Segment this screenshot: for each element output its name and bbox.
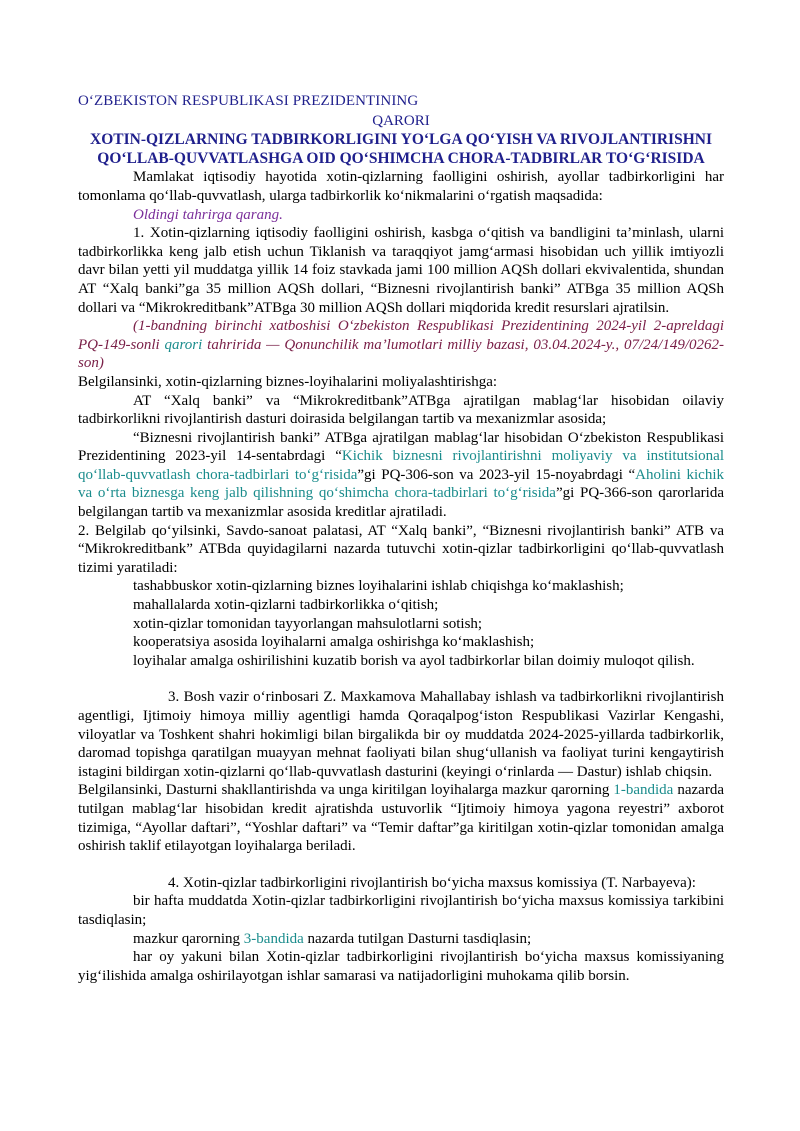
text-span: ”gi PQ-366-son qarorlarida belgilangan tartib va mexanizmlar asosida kreditlar ajratiladi. xyxy=(78,485,724,521)
spacer xyxy=(78,856,724,874)
list-item: bir hafta muddatda Xotin-qizlar tadbirkorligini rivojlantirish bo‘yicha maxsus komissiya tarkibini tasdiqlasin; xyxy=(78,893,724,928)
text-span: Belgilansinki, Dasturni shakllantirishda va unga kiritilgan loyihalarga mazkur qarorning xyxy=(78,782,614,799)
document-title: XOTIN-QIZLARNING TADBIRKORLIGINI YO‘LGA QO‘YISH VA RIVOJLANTIRISHNI QO‘LLAB-QUVVATLASHGA OID QO‘SHIMCHA CHORA-TADBIRLAR TO‘G‘RISIDA xyxy=(90,131,712,167)
decree-document xyxy=(78,92,724,985)
previous-edition-link[interactable]: Oldingi tahrirga qarang. xyxy=(133,206,283,223)
list-item: mahallalarda xotin-qizlarni tadbirkorlikka o‘qitish; xyxy=(133,597,439,614)
decree-link[interactable]: qarori xyxy=(164,336,203,353)
spacer xyxy=(78,670,724,688)
note-text: (1-bandning birinchi xatboshisi O‘zbekiston Respublikasi Prezidentining 2024-yil 2-apreldagi PQ-149-sonli xyxy=(78,318,724,353)
text-span: mazkur qarorning xyxy=(133,930,244,947)
pq-306-link[interactable]: Kichik biznesni rivojlantirishni moliyaviy va institutsional qo‘llab-quvvatlash chora-tadbirlari to‘g‘risida xyxy=(78,448,724,483)
paragraph-3: 3. Bosh vazir o‘rinbosari Z. Maxkamova Mahallabay ishlash va tadbirkorlikni rivojlantirish agentligi, Ijtimoiy himoya milliy agentligi hamda Qoraqalpog‘iston Respublikasi Vazirlar Kengashi, viloyatlar va Toshkent shahri hokimligi bilan birgalikda bir oy muddatda 2024-2025-yillarda tadbirkorlik, daromad topishga qaratilgan muayyan mehnat faoliyati bilan shug‘ullanish va faoliyat turini kengaytirish istagini bildirgan xotin-qizlarni qo‘llab-quvvatlash dasturini (keyingi o‘rinlarda — Dastur) ishlab chiqsin. xyxy=(78,689,724,780)
list-item: loyihalar amalga oshirilishini kuzatib borish va ayol tadbirkorlar bilan doimiy muloqot qilish. xyxy=(133,652,695,669)
paragraph-3-clause xyxy=(78,781,724,855)
paragraph-2: 2. Belgilab qo‘yilsinki, Savdo-sanoat palatasi, AT “Xalq banki”, “Biznesni rivojlantirish banki” ATB va “Mikrokreditbank” ATBda quyidagilarni nazarda tutuvchi xotin-qizlar tadbirkorligini qo‘llab-quvvatlash tizimi yaratiladi: xyxy=(78,522,724,576)
preamble: Mamlakat iqtisodiy hayotida xotin-qizlarning faolligini oshirish, ayollar tadbirkorligini har tomonlama qo‘llab-quvvatlash, ularga tadbirkorlik ko‘nikmalarini o‘rgatish maqsadida: xyxy=(78,169,724,204)
text-span: ”gi PQ-306-son va 2023-yil 15-noyabrdagi “ xyxy=(357,466,636,483)
list-item xyxy=(78,930,724,949)
pq-366-link[interactable]: Aholini kichik va o‘rta biznesga keng jalb qilishning qo‘shimcha chora-tadbirlari to‘g‘risida xyxy=(78,466,724,502)
paragraph-1: 1. Xotin-qizlarning iqtisodiy faolligini oshirish, kasbga o‘qitish va bandligini ta’minlash, ularni tadbirkorlikka keng jalb etish uchun Tiklanish va taraqqiyot jamg‘armasi hisobidan uch yillik imtiyozli davr bilan yetti yil muddatga yillik 14 foiz stavkada jami 100 million AQSh dollari ekvivalentida, shundan AT “Xalq banki”ga 35 million AQSh dollari, “Biznesni rivojlantirish banki” ATBga 35 million AQSh dollari va “Mikrokreditbank”ATBga 30 million AQSh dollari miqdorida kredit resurslari ajratilsin. xyxy=(78,225,724,316)
amendment-note xyxy=(78,317,724,373)
note-text: tahririda — Qonunchilik ma’lumotlari milliy bazasi, 03.04.2024-y., 07/24/149/0262-son) xyxy=(78,336,724,372)
list-item: har oy yakuni bilan Xotin-qizlar tadbirkorligini rivojlantirish bo‘yicha maxsus komissiyaning yig‘ilishida amalga oshirilayotgan ishlar samarasi va natijadorligini muhokama qilib borsin. xyxy=(78,949,724,984)
text-span: nazarda tutilgan mablag‘lar hisobidan kredit ajratishda ustuvorlik “Ijtimoiy himoya yagona reyestri” axborot tizimiga, “Ayollar daftari”, “Yoshlar daftari” va “Temir daftar”ga kiritilgan xotin-qizlar tomonidan amalga oshirish taklif etilayotgan loyihalarga beriladi. xyxy=(78,782,724,855)
text-span: nazarda tutilgan Dasturni tasdiqlasin; xyxy=(303,930,532,947)
paragraph-1-item xyxy=(78,429,724,522)
list-item: xotin-qizlar tomonidan tayyorlangan mahsulotlarni sotish; xyxy=(133,615,483,632)
list-item: kooperatsiya asosida loyihalarni amalga oshirishga ko‘maklashish; xyxy=(133,634,535,651)
text-span: “Biznesni rivojlantirish banki” ATBga ajratilgan mablag‘lar hisobidan O‘zbekiston Respublikasi Prezidentining 2023-yil 14-sentabrdagi “ xyxy=(78,429,724,465)
document-type: QARORI xyxy=(372,112,430,129)
list-item: tashabbuskor xotin-qizlarning biznes loyihalarini ishlab chiqishga ko‘maklashish; xyxy=(133,578,624,595)
section-1-link[interactable]: 1-bandida xyxy=(613,782,674,799)
paragraph-1-item: AT “Xalq banki” va “Mikrokreditbank”ATBga ajratilgan mablag‘lar hisobidan oilaviy tadbirkorlikni rivojlantirish dasturi doirasida belgilangan tartib va mexanizmlar asosida; xyxy=(78,392,724,428)
paragraph-1-clause: Belgilansinki, xotin-qizlarning biznes-loyihalarini moliyalashtirishga: xyxy=(78,373,498,390)
section-3-link[interactable]: 3-bandida xyxy=(243,930,304,947)
issuer-heading: O‘ZBEKISTON RESPUBLIKASI PREZIDENTINING xyxy=(78,93,419,109)
paragraph-4: 4. Xotin-qizlar tadbirkorligini rivojlantirish bo‘yicha maxsus komissiya (T. Narbayeva): xyxy=(168,874,696,891)
